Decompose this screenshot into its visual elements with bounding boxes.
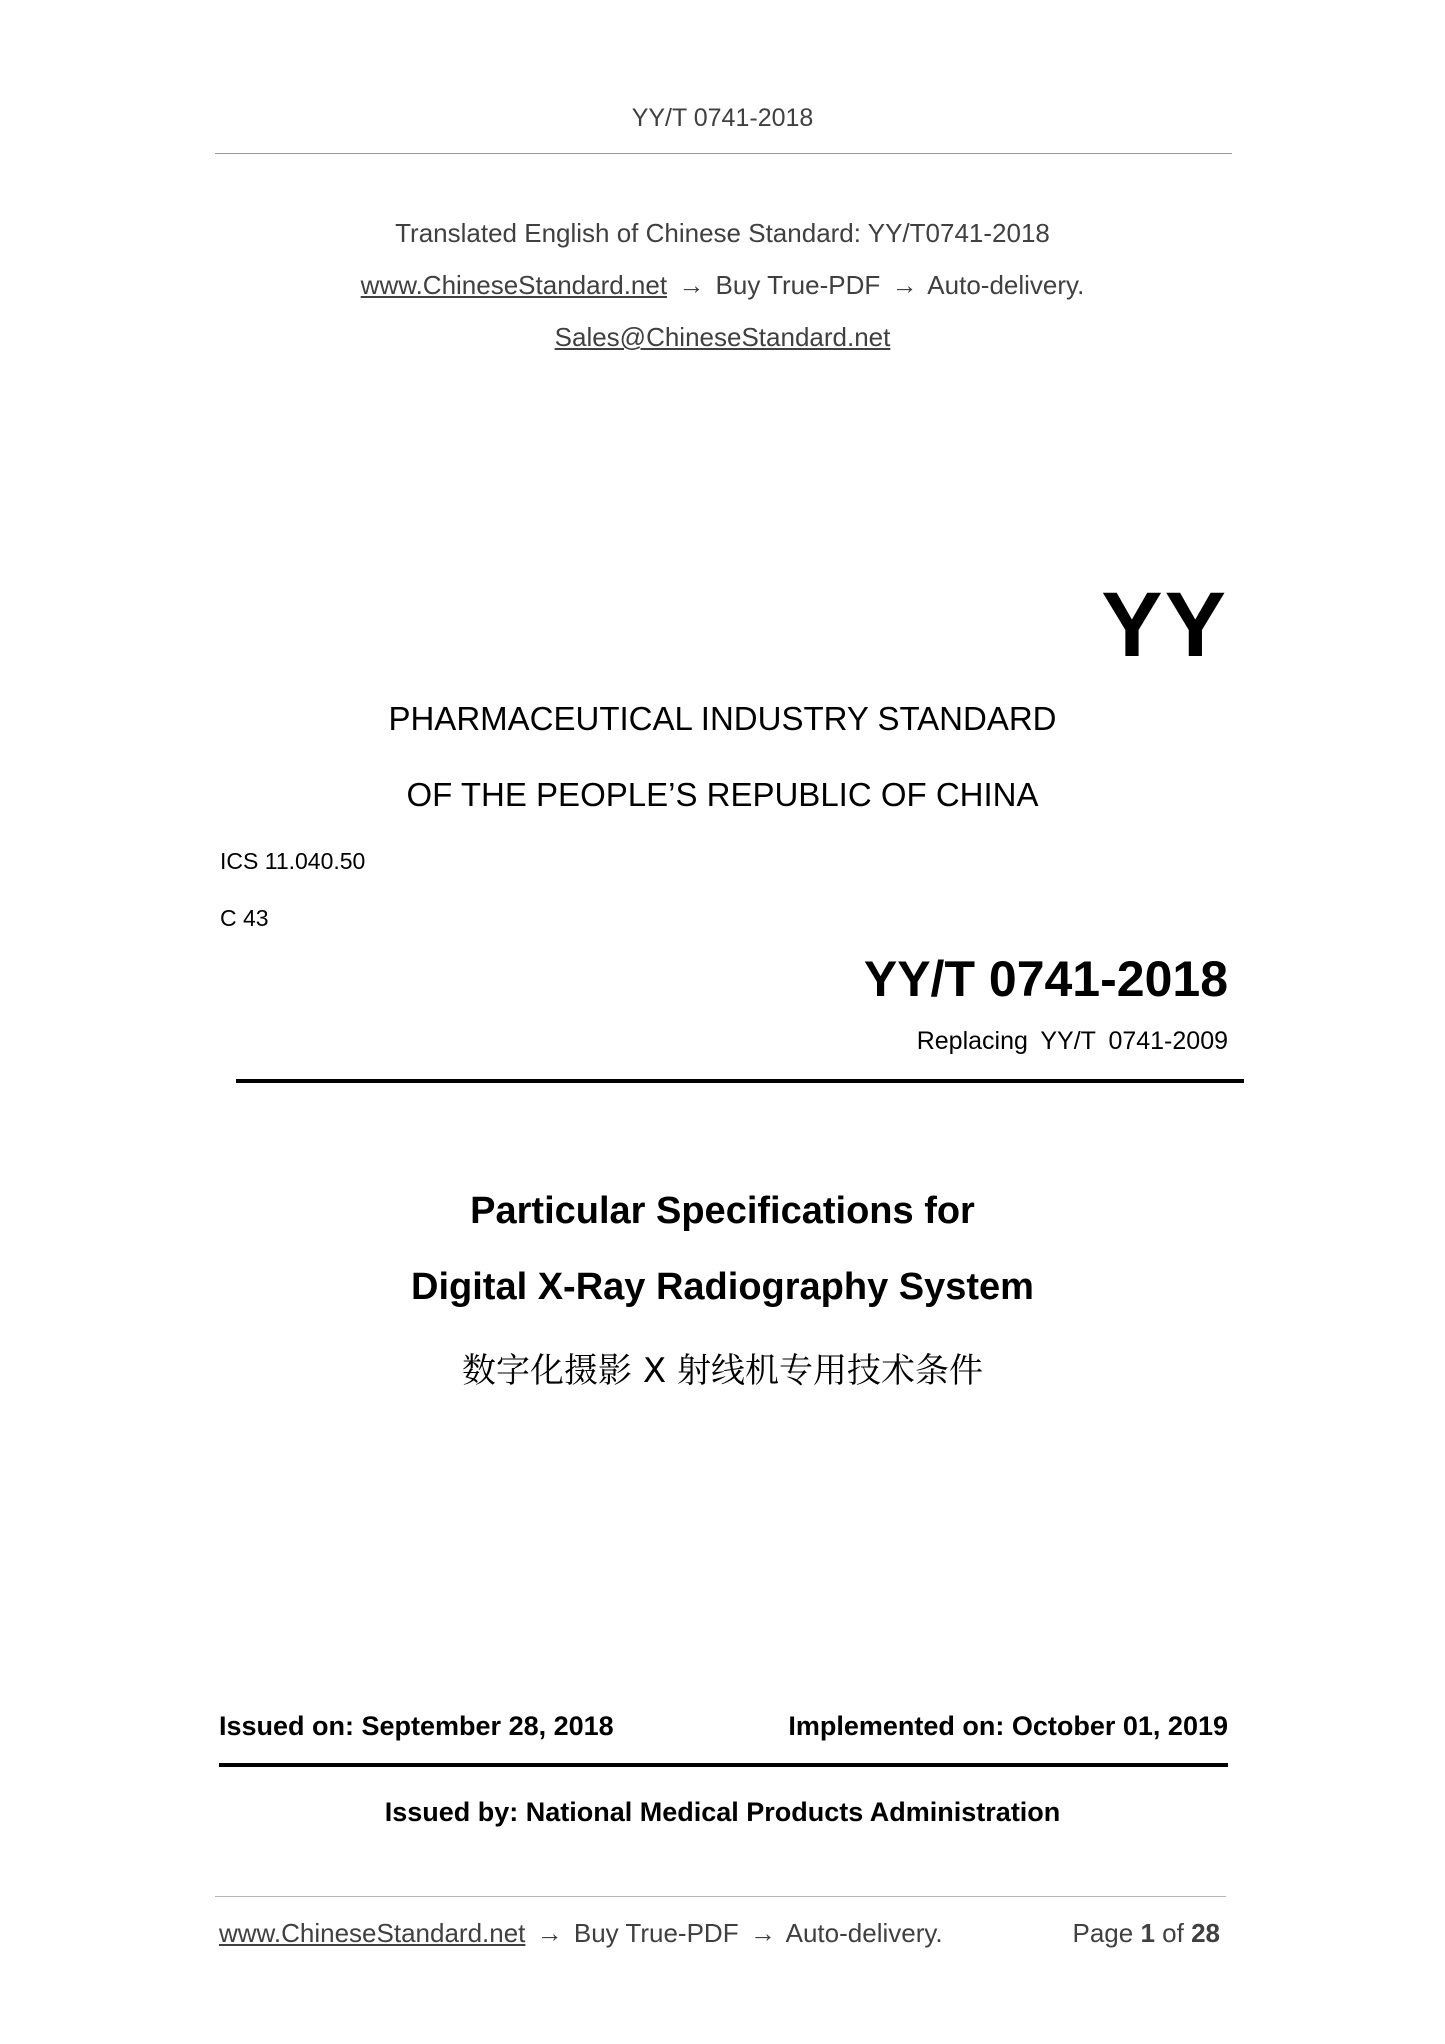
document-title-line2: Digital X-Ray Radiography System bbox=[411, 1266, 1034, 1308]
page-current: 1 bbox=[1140, 1918, 1155, 1948]
arrow-right-icon: → bbox=[749, 1918, 776, 1948]
arrow-right-icon: → bbox=[536, 1918, 563, 1948]
footer-buy-text: Buy True-PDF bbox=[573, 1918, 739, 1948]
footer-divider bbox=[215, 1896, 1226, 1897]
footer-delivery-text: Auto-delivery. bbox=[785, 1918, 943, 1948]
issued-on-date: Issued on: September 28, 2018 bbox=[219, 1711, 614, 1741]
page-of: of bbox=[1162, 1918, 1184, 1948]
running-header: YY/T 0741-2018 bbox=[631, 104, 814, 132]
title-divider bbox=[236, 1079, 1244, 1083]
dates-divider bbox=[219, 1763, 1228, 1767]
document-title-chinese: 数字化摄影 X 射线机专用技术条件 bbox=[462, 1351, 983, 1391]
document-title-line1: Particular Specifications for bbox=[470, 1190, 975, 1232]
arrow-right-icon: → bbox=[891, 270, 918, 300]
footer-website-link[interactable]: www.ChineseStandard.net bbox=[219, 1918, 526, 1948]
sales-line bbox=[0, 322, 1445, 353]
standard-body-line2: OF THE PEOPLE’S REPUBLIC OF CHINA bbox=[406, 776, 1039, 813]
replacing-note: Replacing YY/T 0741-2009 bbox=[916, 1027, 1228, 1055]
page-total: 28 bbox=[1191, 1918, 1220, 1948]
issuer: Issued by: National Medical Products Administration bbox=[384, 1797, 1061, 1827]
page-indicator bbox=[1072, 1918, 1220, 1949]
header-divider bbox=[215, 153, 1232, 154]
purchase-line bbox=[0, 270, 1445, 301]
implemented-on-date: Implemented on: October 01, 2019 bbox=[788, 1711, 1228, 1741]
standard-number: YY/T 0741-2018 bbox=[863, 951, 1228, 1007]
website-link[interactable]: www.ChineseStandard.net bbox=[360, 270, 668, 300]
ccs-code: C 43 bbox=[220, 905, 269, 931]
delivery-text: Auto-delivery. bbox=[927, 270, 1085, 300]
footer-purchase-line bbox=[219, 1918, 943, 1949]
arrow-right-icon: → bbox=[678, 270, 705, 300]
standard-code-mark: YY bbox=[1101, 574, 1228, 676]
ics-code: ICS 11.040.50 bbox=[220, 848, 366, 874]
standard-body-line1: PHARMACEUTICAL INDUSTRY STANDARD bbox=[388, 700, 1057, 737]
page-label: Page bbox=[1072, 1918, 1134, 1948]
sales-email-link[interactable]: Sales@ChineseStandard.net bbox=[554, 322, 891, 352]
buy-text: Buy True-PDF bbox=[715, 270, 881, 300]
translation-notice: Translated English of Chinese Standard: YY/T0741-2018 bbox=[395, 218, 1050, 248]
